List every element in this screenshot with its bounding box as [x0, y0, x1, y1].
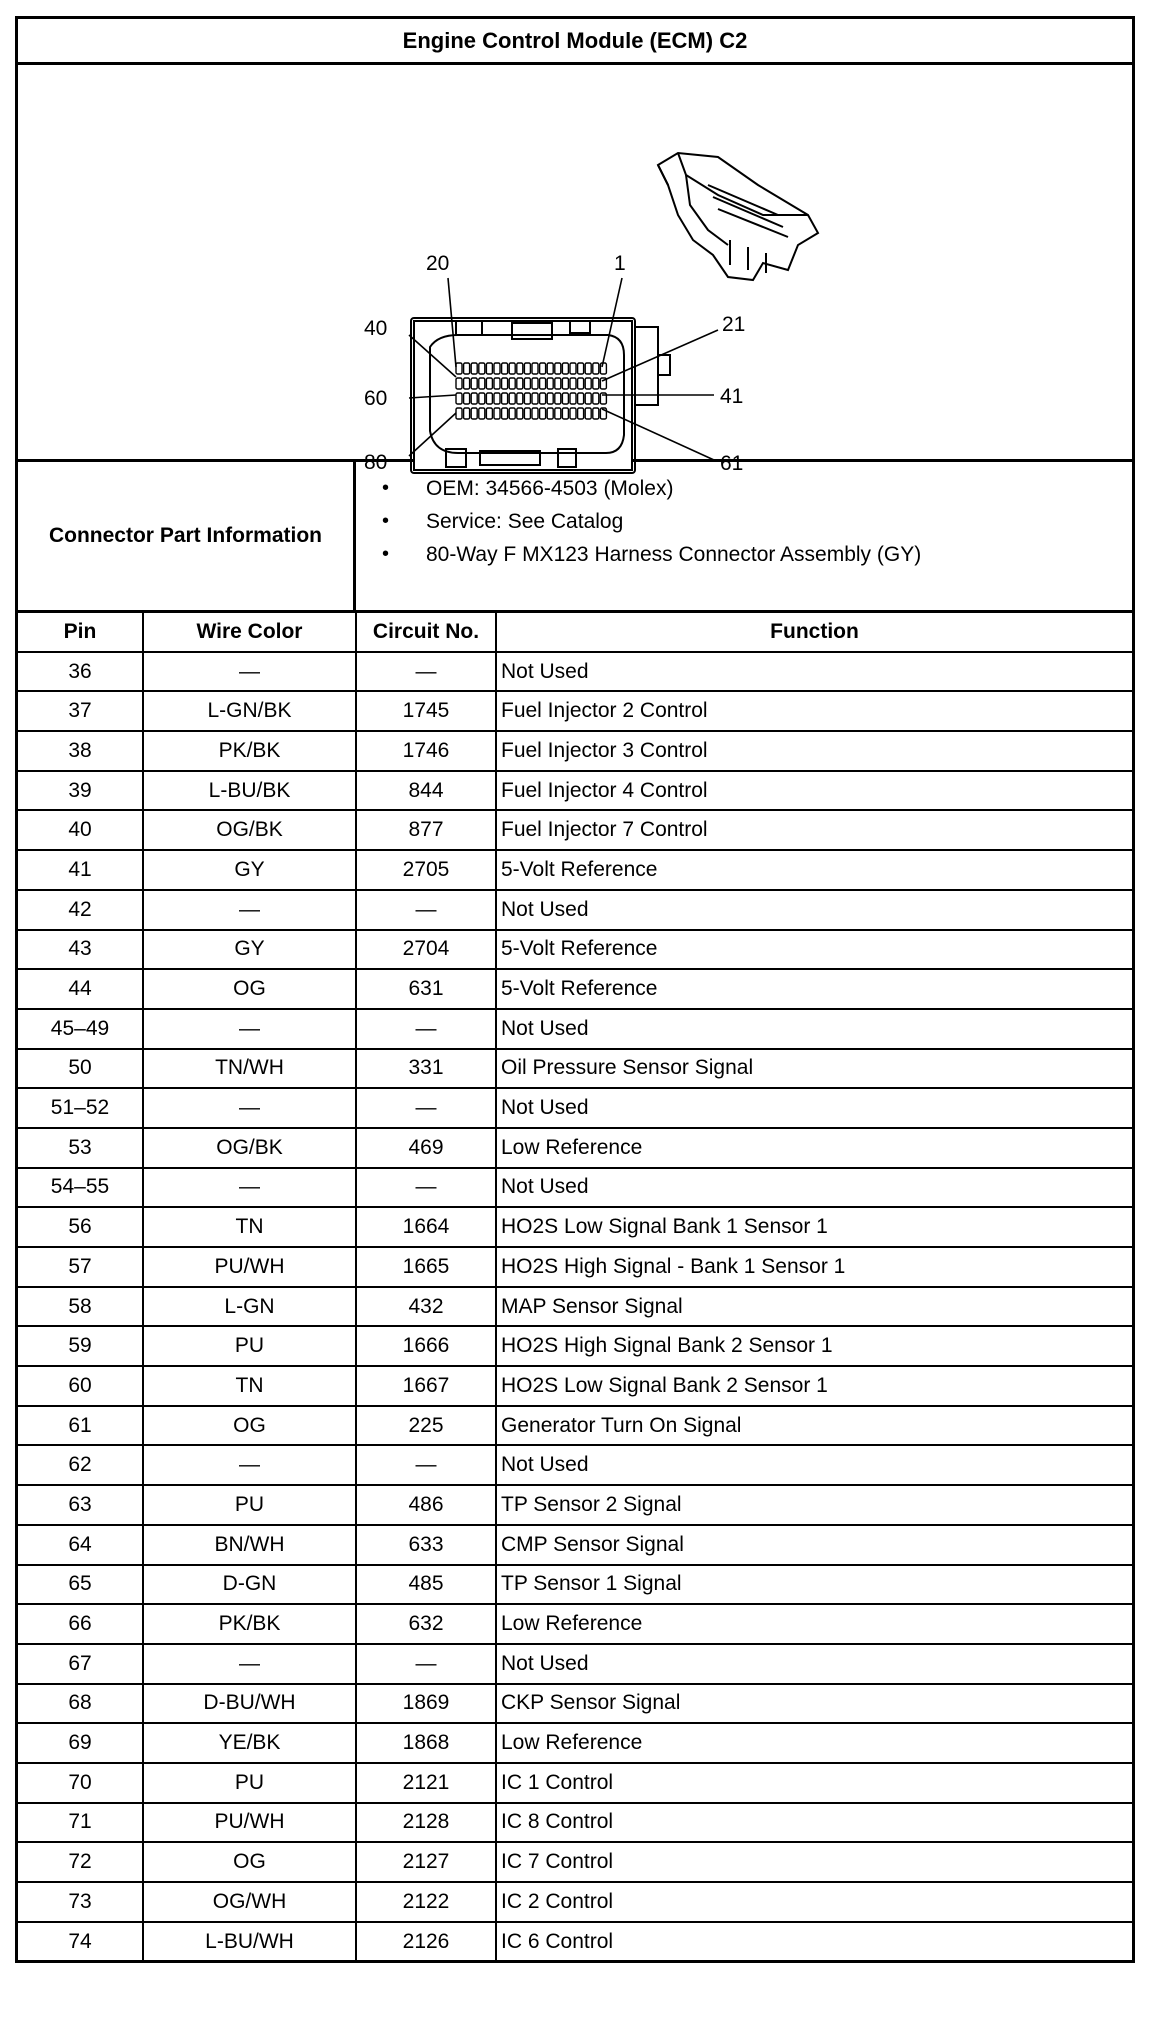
cell-pin: 43 — [18, 930, 143, 970]
cell-function: HO2S High Signal - Bank 1 Sensor 1 — [496, 1247, 1132, 1287]
connector-info-item: • Service: See Catalog — [426, 505, 1132, 538]
table-row — [18, 1485, 1132, 1525]
cell-function: TP Sensor 2 Signal — [496, 1485, 1132, 1525]
table-row — [18, 691, 1132, 731]
cell-pin: 41 — [18, 850, 143, 890]
cell-function: IC 6 Control — [496, 1922, 1132, 1961]
cell-function: Low Reference — [496, 1604, 1132, 1644]
cell-circuit-no: 1746 — [356, 731, 496, 771]
cell-pin: 64 — [18, 1525, 143, 1565]
connector-diagram — [18, 65, 1132, 475]
table-row — [18, 652, 1132, 692]
table-row — [18, 890, 1132, 930]
cell-function: Not Used — [496, 1445, 1132, 1485]
cell-pin: 51–52 — [18, 1088, 143, 1128]
table-row — [18, 1207, 1132, 1247]
cell-function: CMP Sensor Signal — [496, 1525, 1132, 1565]
cell-function: CKP Sensor Signal — [496, 1684, 1132, 1724]
cell-wire-color: D-GN — [143, 1565, 356, 1605]
cell-circuit-no: 633 — [356, 1525, 496, 1565]
table-row — [18, 1604, 1132, 1644]
cell-pin: 44 — [18, 969, 143, 1009]
cell-circuit-no: 632 — [356, 1604, 496, 1644]
cell-wire-color: PU/WH — [143, 1247, 356, 1287]
cell-function: Not Used — [496, 1644, 1132, 1684]
cell-function: Low Reference — [496, 1723, 1132, 1763]
pin-label-40: 40 — [364, 317, 388, 340]
cell-wire-color: L-GN/BK — [143, 691, 356, 731]
table-row — [18, 1525, 1132, 1565]
cell-circuit-no: 1666 — [356, 1326, 496, 1366]
connector-info-item: • OEM: 34566-4503 (Molex) — [426, 472, 1132, 505]
cell-wire-color: — — [143, 1009, 356, 1049]
cell-pin: 62 — [18, 1445, 143, 1485]
cell-circuit-no: — — [356, 1009, 496, 1049]
cell-wire-color: — — [143, 890, 356, 930]
table-row — [18, 1168, 1132, 1208]
cell-pin: 53 — [18, 1128, 143, 1168]
cell-circuit-no: 2126 — [356, 1922, 496, 1961]
cell-wire-color: — — [143, 652, 356, 692]
cell-wire-color: D-BU/WH — [143, 1684, 356, 1724]
table-row — [18, 1247, 1132, 1287]
page-title: Engine Control Module (ECM) C2 — [18, 19, 1132, 65]
pin-label-80: 80 — [364, 451, 388, 474]
cell-pin: 59 — [18, 1326, 143, 1366]
cell-pin: 36 — [18, 652, 143, 692]
header-wire-color: Wire Color — [143, 613, 356, 652]
cell-wire-color: TN — [143, 1207, 356, 1247]
cell-pin: 71 — [18, 1803, 143, 1843]
table-row — [18, 1644, 1132, 1684]
cell-pin: 56 — [18, 1207, 143, 1247]
cell-pin: 45–49 — [18, 1009, 143, 1049]
cell-circuit-no: 1664 — [356, 1207, 496, 1247]
cell-function: Generator Turn On Signal — [496, 1406, 1132, 1446]
cell-wire-color: GY — [143, 850, 356, 890]
cell-function: 5-Volt Reference — [496, 930, 1132, 970]
cell-function: Not Used — [496, 890, 1132, 930]
cell-pin: 57 — [18, 1247, 143, 1287]
cell-function: Not Used — [496, 1088, 1132, 1128]
cell-wire-color: L-GN — [143, 1287, 356, 1327]
cell-pin: 72 — [18, 1842, 143, 1882]
pin-label-20: 20 — [426, 252, 450, 275]
cell-function: Not Used — [496, 1168, 1132, 1208]
table-row — [18, 1445, 1132, 1485]
pin-label-1: 1 — [614, 252, 626, 275]
table-row — [18, 731, 1132, 771]
table-row — [18, 810, 1132, 850]
cell-circuit-no: 2705 — [356, 850, 496, 890]
table-row — [18, 1565, 1132, 1605]
table-row — [18, 1882, 1132, 1922]
cell-wire-color: PU — [143, 1485, 356, 1525]
table-row — [18, 930, 1132, 970]
cell-function: IC 7 Control — [496, 1842, 1132, 1882]
cell-circuit-no: 2128 — [356, 1803, 496, 1843]
cell-wire-color: — — [143, 1644, 356, 1684]
table-row — [18, 1287, 1132, 1327]
cell-pin: 70 — [18, 1763, 143, 1803]
cell-function: HO2S Low Signal Bank 1 Sensor 1 — [496, 1207, 1132, 1247]
table-row — [18, 1009, 1132, 1049]
cell-pin: 40 — [18, 810, 143, 850]
cell-function: Not Used — [496, 652, 1132, 692]
cell-pin: 73 — [18, 1882, 143, 1922]
cell-function: MAP Sensor Signal — [496, 1287, 1132, 1327]
cell-circuit-no: 469 — [356, 1128, 496, 1168]
cell-wire-color: — — [143, 1088, 356, 1128]
cell-function: HO2S High Signal Bank 2 Sensor 1 — [496, 1326, 1132, 1366]
cell-circuit-no: — — [356, 652, 496, 692]
cell-wire-color: TN — [143, 1366, 356, 1406]
cell-wire-color: — — [143, 1445, 356, 1485]
cell-pin: 68 — [18, 1684, 143, 1724]
cell-pin: 74 — [18, 1922, 143, 1961]
pin-label-61: 61 — [720, 452, 744, 475]
cell-wire-color: L-BU/WH — [143, 1922, 356, 1961]
pin-label-60: 60 — [364, 387, 388, 410]
cell-circuit-no: 2127 — [356, 1842, 496, 1882]
connector-part-information — [18, 462, 1132, 613]
table-row — [18, 1088, 1132, 1128]
cell-circuit-no: 485 — [356, 1565, 496, 1605]
cell-circuit-no: 631 — [356, 969, 496, 1009]
table-row — [18, 1366, 1132, 1406]
cell-circuit-no: — — [356, 1445, 496, 1485]
table-row — [18, 771, 1132, 811]
cell-pin: 66 — [18, 1604, 143, 1644]
cell-wire-color: — — [143, 1168, 356, 1208]
pin-label-41: 41 — [720, 385, 744, 408]
cell-wire-color: PK/BK — [143, 1604, 356, 1644]
cell-wire-color: YE/BK — [143, 1723, 356, 1763]
cell-function: 5-Volt Reference — [496, 850, 1132, 890]
cell-wire-color: TN/WH — [143, 1049, 356, 1089]
cell-circuit-no: — — [356, 1644, 496, 1684]
cell-circuit-no: 1869 — [356, 1684, 496, 1724]
connector-info-list — [356, 462, 1132, 610]
table-row — [18, 1803, 1132, 1843]
table-row — [18, 1763, 1132, 1803]
pin-label-21: 21 — [722, 313, 746, 336]
cell-pin: 60 — [18, 1366, 143, 1406]
cell-wire-color: PU — [143, 1763, 356, 1803]
cell-pin: 65 — [18, 1565, 143, 1605]
cell-function: Fuel Injector 7 Control — [496, 810, 1132, 850]
cell-pin: 38 — [18, 731, 143, 771]
cell-wire-color: OG — [143, 969, 356, 1009]
cell-wire-color: L-BU/BK — [143, 771, 356, 811]
cell-circuit-no: — — [356, 1088, 496, 1128]
cell-circuit-no: 225 — [356, 1406, 496, 1446]
cell-wire-color: BN/WH — [143, 1525, 356, 1565]
cell-pin: 58 — [18, 1287, 143, 1327]
cell-circuit-no: 877 — [356, 810, 496, 850]
cell-function: IC 2 Control — [496, 1882, 1132, 1922]
cell-circuit-no: 1667 — [356, 1366, 496, 1406]
cell-circuit-no: 2122 — [356, 1882, 496, 1922]
cell-pin: 50 — [18, 1049, 143, 1089]
connector-info-label: Connector Part Information — [18, 462, 356, 610]
cell-wire-color: OG — [143, 1842, 356, 1882]
cell-pin: 69 — [18, 1723, 143, 1763]
cell-wire-color: PU — [143, 1326, 356, 1366]
cell-circuit-no: — — [356, 1168, 496, 1208]
cell-wire-color: OG/BK — [143, 810, 356, 850]
table-row — [18, 1128, 1132, 1168]
cell-circuit-no: 844 — [356, 771, 496, 811]
table-row — [18, 1684, 1132, 1724]
table-row — [18, 969, 1132, 1009]
table-row — [18, 1326, 1132, 1366]
cell-pin: 61 — [18, 1406, 143, 1446]
table-row — [18, 850, 1132, 890]
cell-wire-color: GY — [143, 930, 356, 970]
table-row — [18, 1842, 1132, 1882]
cell-function: Fuel Injector 4 Control — [496, 771, 1132, 811]
cell-circuit-no: 1868 — [356, 1723, 496, 1763]
cell-pin: 39 — [18, 771, 143, 811]
cell-circuit-no: 2121 — [356, 1763, 496, 1803]
table-row — [18, 1723, 1132, 1763]
connector-sheet — [15, 16, 1135, 1963]
cell-pin: 42 — [18, 890, 143, 930]
table-row — [18, 1406, 1132, 1446]
cell-function: IC 8 Control — [496, 1803, 1132, 1843]
header-pin: Pin — [18, 613, 143, 652]
cell-wire-color: OG/WH — [143, 1882, 356, 1922]
cell-wire-color: OG/BK — [143, 1128, 356, 1168]
cell-function: Oil Pressure Sensor Signal — [496, 1049, 1132, 1089]
cell-function: Fuel Injector 2 Control — [496, 691, 1132, 731]
cell-function: Not Used — [496, 1009, 1132, 1049]
table-row — [18, 1922, 1132, 1961]
cell-pin: 67 — [18, 1644, 143, 1684]
cell-pin: 63 — [18, 1485, 143, 1525]
header-function: Function — [496, 613, 1132, 652]
cell-circuit-no: 486 — [356, 1485, 496, 1525]
table-header-row — [18, 613, 1132, 652]
cell-function: TP Sensor 1 Signal — [496, 1565, 1132, 1605]
cell-pin: 37 — [18, 691, 143, 731]
cell-function: Fuel Injector 3 Control — [496, 731, 1132, 771]
cell-wire-color: PK/BK — [143, 731, 356, 771]
connector-drawing — [18, 65, 1132, 475]
cell-function: IC 1 Control — [496, 1763, 1132, 1803]
table-row — [18, 1049, 1132, 1089]
cell-wire-color: PU/WH — [143, 1803, 356, 1843]
cell-circuit-no: 432 — [356, 1287, 496, 1327]
cell-wire-color: OG — [143, 1406, 356, 1446]
pinout-table — [18, 613, 1132, 1960]
cell-circuit-no: — — [356, 890, 496, 930]
connector-info-item: • 80-Way F MX123 Harness Connector Assembly (GY) — [426, 538, 1132, 571]
connector-3d-sketch — [658, 153, 818, 280]
cell-circuit-no: 1745 — [356, 691, 496, 731]
header-circuit-no: Circuit No. — [356, 613, 496, 652]
cell-function: HO2S Low Signal Bank 2 Sensor 1 — [496, 1366, 1132, 1406]
cell-function: Low Reference — [496, 1128, 1132, 1168]
cell-circuit-no: 331 — [356, 1049, 496, 1089]
cell-pin: 54–55 — [18, 1168, 143, 1208]
cell-circuit-no: 2704 — [356, 930, 496, 970]
cell-circuit-no: 1665 — [356, 1247, 496, 1287]
cell-function: 5-Volt Reference — [496, 969, 1132, 1009]
